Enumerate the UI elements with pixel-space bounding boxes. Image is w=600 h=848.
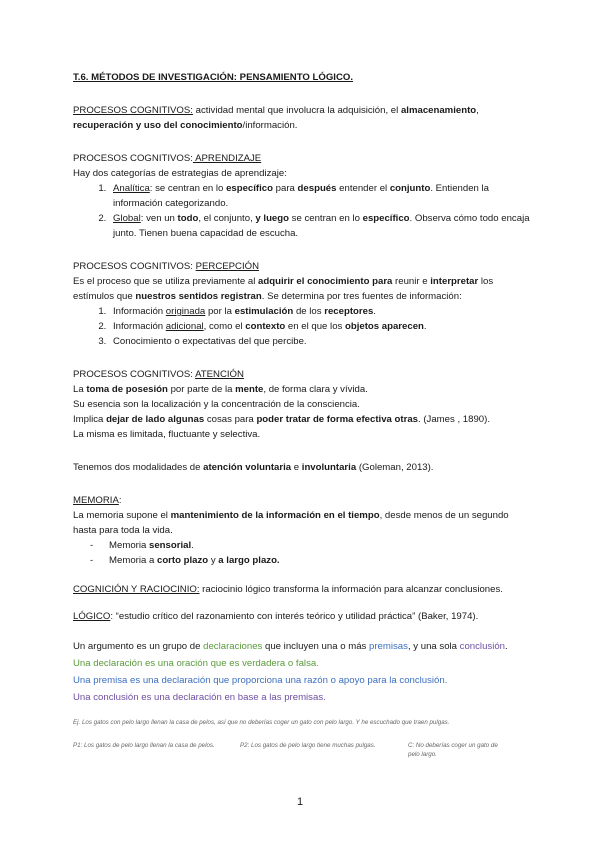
bold-text: específico (226, 183, 273, 194)
text: de los (293, 306, 325, 317)
bold-text: receptores (324, 306, 374, 317)
example-premise-1: P1: Los gatos de pelo largo llenan la casa de pelos. (73, 742, 215, 749)
green-text: declaraciones (203, 641, 263, 652)
bold-text: mente (235, 384, 264, 395)
numbered-list (73, 181, 533, 241)
text: actividad mental que involucra la adquisición, el (192, 105, 401, 116)
text: . (191, 540, 194, 551)
underlined-text: originada (165, 306, 206, 317)
bold-text: después (297, 183, 337, 194)
list-item (90, 553, 533, 568)
text: , como el (203, 321, 246, 332)
text: y (208, 555, 219, 566)
text: PROCESOS COGNITIVOS: (73, 261, 196, 272)
underlined-text: Global (113, 213, 141, 224)
section-aprendizaje (73, 151, 533, 241)
page-title: T.6. MÉTODOS DE INVESTIGACIÓN: PENSAMIENTO LÓGICO. (73, 72, 354, 83)
text: . (423, 321, 427, 332)
text: en el que los (285, 321, 345, 332)
list-item (109, 211, 533, 241)
numbered-list (73, 304, 533, 349)
bold-text: estimulación (234, 306, 294, 317)
heading-underlined: PERCEPCIÓN (195, 261, 260, 272)
text: cosas para (204, 414, 257, 425)
bold-text: objetos aparecen (345, 321, 424, 332)
bold-text: y luego (255, 213, 289, 224)
dash-list (73, 538, 533, 568)
modalidades-paragraph (73, 460, 533, 475)
section-percepcion (73, 259, 533, 349)
bold-text: sensorial (148, 540, 192, 551)
text: los estímulos que (73, 276, 494, 302)
text: raciocinio lógico transforma la información para alcanzar conclusiones. (199, 584, 503, 595)
list-item (109, 304, 533, 319)
text: : “estudio crítico del razonamiento con interés teórico y utilidad práctica” (Baker, 1974). (110, 611, 479, 622)
text: reunir e (392, 276, 431, 287)
bold-text: interpretar (430, 276, 479, 287)
bold-text: dejar de lado algunas (106, 414, 205, 425)
heading-underlined: ATENCIÓN (195, 369, 244, 380)
bold-text: poder tratar de forma efectiva otras (256, 414, 418, 425)
text: . (James , 1890). (418, 414, 490, 425)
text: , de forma clara y vívida. (263, 384, 368, 395)
text: se centran en lo (289, 213, 363, 224)
cognicion-paragraph (73, 582, 533, 597)
text: Información (113, 321, 166, 332)
bold-text: involuntaria (301, 462, 357, 473)
underlined-text: Analítica (113, 183, 150, 194)
text: Es el proceso que se utiliza previamente al (73, 276, 259, 287)
bold-text: recuperación y uso del conocimiento (73, 120, 243, 131)
bold-text: conjunto (389, 183, 431, 194)
text: . (505, 641, 508, 652)
text: e (291, 462, 302, 473)
text: Memoria (109, 540, 149, 551)
text: La (73, 384, 87, 395)
text: , el conjunto, (198, 213, 256, 224)
paragraph-line (73, 382, 533, 397)
document-page (73, 70, 533, 759)
text: por parte de la (167, 384, 236, 395)
page-number: 1 (296, 796, 304, 808)
paragraph (73, 508, 533, 538)
text: Tenemos dos modalidades de (73, 462, 204, 473)
text: . (373, 306, 376, 317)
paragraph (73, 274, 533, 304)
section-heading (73, 367, 533, 382)
bold-text: mantenimiento de la información en el tiempo (170, 510, 380, 521)
text: Memoria a (109, 555, 157, 566)
text: . Observa cómo todo encaja junto. Tienen buena capacidad de escucha. (113, 213, 530, 239)
text: (Goleman, 2013). (356, 462, 434, 473)
example-line: Ej. Los gatos con pelo largo llenan la casa de pelos, así que no deberías coger un gato con pelo largo. Y he escuchado que traen pulgas. (73, 719, 450, 726)
bold-text: todo (177, 213, 199, 224)
text: . Entienden la información categorizando. (113, 183, 490, 209)
procesos-cognitivos-definition (73, 103, 533, 133)
text: Información (113, 306, 166, 317)
text: que incluyen una o más (262, 641, 370, 652)
text: , y una sola (407, 641, 460, 652)
list-item (90, 538, 533, 553)
bold-text: almacenamiento (400, 105, 477, 116)
text: /información. (242, 120, 298, 131)
bold-text: corto plazo (156, 555, 209, 566)
definicion-conclusion: Una conclusión es una declaración en base a las premisas. (73, 692, 326, 703)
section-heading (73, 493, 533, 508)
text: , desde menos de un segundo hasta para toda la vida. (73, 510, 509, 536)
paragraph-line: La misma es limitada, fluctuante y selectiva. (73, 429, 261, 440)
bold-text: atención voluntaria (203, 462, 292, 473)
text: : ven un (140, 213, 178, 224)
heading-underlined: APRENDIZAJE (192, 153, 262, 164)
example-breakdown (73, 741, 533, 759)
text: PROCESOS COGNITIVOS: (73, 153, 193, 164)
purple-text: conclusión (459, 641, 506, 652)
example-conclusion: C: No deberías coger un gato de pelo largo. (408, 742, 498, 758)
logico-paragraph (73, 609, 533, 624)
text: : se centran en lo (149, 183, 227, 194)
heading-underlined: LÓGICO (73, 611, 111, 622)
heading-underlined: COGNICIÓN Y RACIOCINIO: (73, 584, 200, 595)
procesos-label: PROCESOS COGNITIVOS: (73, 105, 193, 116)
intro-text: Hay dos categorías de estrategias de aprendizaje: (73, 168, 287, 179)
paragraph-line: Su esencia son la localización y la concentración de la consciencia. (73, 399, 360, 410)
underlined-text: adicional (165, 321, 204, 332)
argumento-paragraph (73, 638, 533, 655)
definicion-premisa: Una premisa es una declaración que proporciona una razón o apoyo para la conclusión. (73, 675, 448, 686)
heading-underlined: MEMORIA (73, 495, 119, 506)
blue-text: premisas (369, 641, 408, 652)
list-item (109, 181, 533, 211)
list-item (109, 319, 533, 334)
text: entender el (336, 183, 390, 194)
section-heading (73, 259, 533, 274)
definicion-declaracion: Una declaración es una oración que es verdadera o falsa. (73, 658, 319, 669)
bold-text: a largo plazo. (218, 555, 280, 566)
text: por la (205, 306, 235, 317)
list-item: 3. Conocimiento o expectativas del que percibe. (109, 334, 533, 349)
example-premise-2: P2: Los gatos de pelo largo tiene muchas pulgas. (240, 742, 376, 749)
section-heading (73, 151, 533, 166)
section-atencion (73, 367, 533, 442)
text: La memoria supone el (73, 510, 171, 521)
text: para (273, 183, 298, 194)
text: Un argumento es un grupo de (73, 641, 204, 652)
bold-text: contexto (245, 321, 286, 332)
text: Implica (73, 414, 107, 425)
bold-text: nuestros sentidos registran (135, 291, 262, 302)
section-memoria (73, 493, 533, 568)
text: : (118, 495, 122, 506)
bold-text: adquirir el conocimiento para (258, 276, 393, 287)
bold-text: específico (362, 213, 410, 224)
bold-text: toma de posesión (86, 384, 168, 395)
paragraph-line (73, 412, 533, 427)
text: . Se determina por tres fuentes de información: (261, 291, 462, 302)
text: PROCESOS COGNITIVOS: (73, 369, 196, 380)
text: , (476, 105, 479, 116)
